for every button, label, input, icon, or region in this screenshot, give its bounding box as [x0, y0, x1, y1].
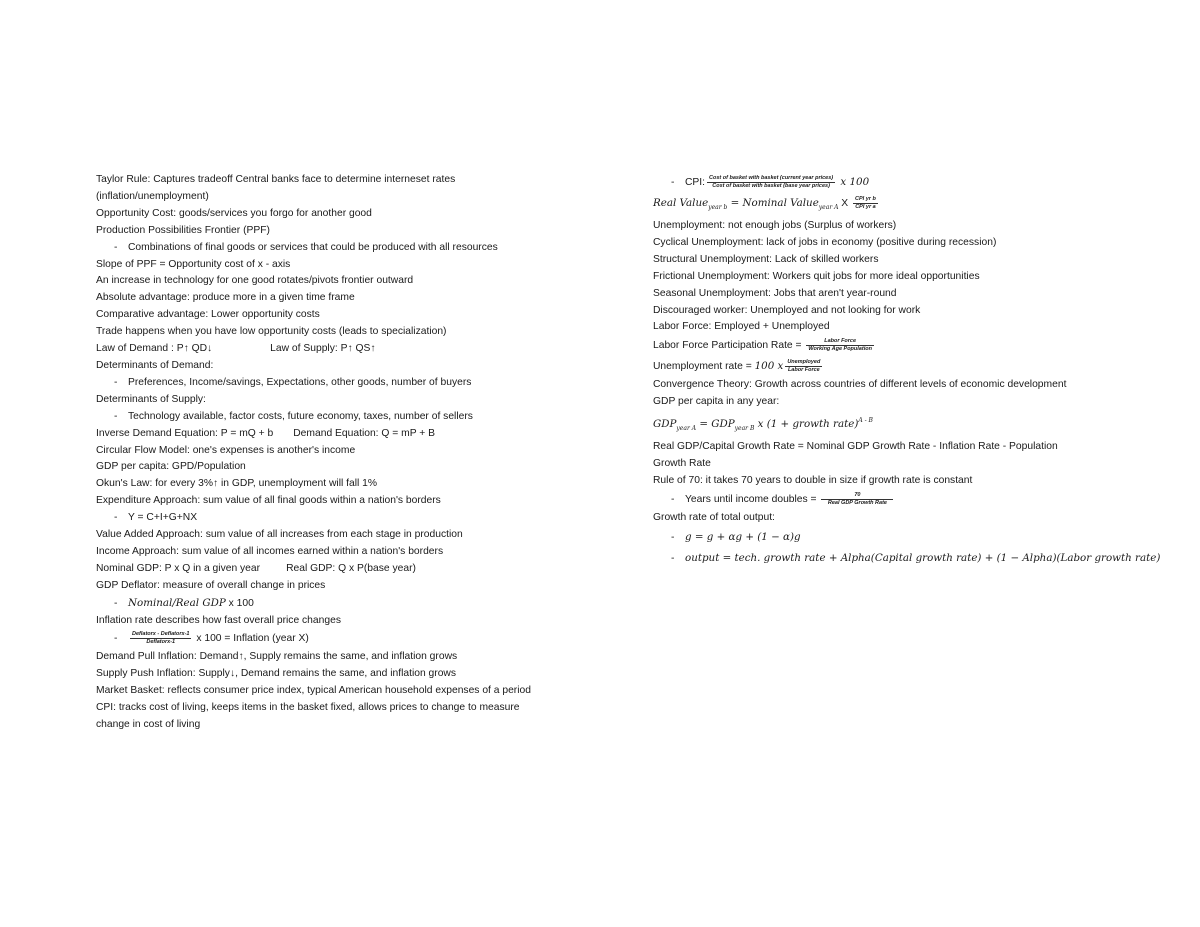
urate-denominator: Labor Force [787, 367, 820, 374]
demand-pull: Demand Pull Inflation: Demand↑, Supply remains the same, and inflation grows [96, 651, 458, 663]
bullet-dash: - [114, 633, 118, 645]
cpi-label: CPI: [685, 177, 706, 188]
supply-push: Supply Push Inflation: Supply↓, Demand remains the same, and inflation grows [96, 668, 457, 680]
demand-equation: Demand Equation: Q = mP + B [293, 427, 436, 439]
nominal-gdp: Nominal GDP: P x Q in a given year [96, 562, 261, 574]
ppf-bullet-text: Combinations of final goods or services that could be produced with all resources [128, 241, 498, 253]
gdp-deflator: GDP Deflator: measure of overall change in prices [96, 579, 326, 591]
nominal-real-gdp [96, 561, 576, 578]
rule-of-70: Rule of 70: it takes 70 years to double in size if growth rate is constant [653, 474, 973, 486]
determinants-supply-bullet [96, 409, 576, 426]
lfpr-formula [653, 336, 1153, 356]
labor-force: Labor Force: Employed + Unemployed [653, 321, 830, 333]
determinants-demand-bullet [96, 375, 576, 392]
deflator-bullet [96, 595, 576, 613]
seasonal-unemployment: Seasonal Unemployment: Jobs that aren't year-round [653, 287, 897, 299]
nominal-value: Nominal Value [742, 197, 819, 209]
taylor-rule-cont: (inflation/unemployment) [96, 190, 209, 202]
ppf-slope: Slope of PPF = Opportunity cost of x - axis [96, 258, 291, 270]
gdp-mid-sub: year B [734, 425, 755, 433]
urate-fraction [785, 359, 822, 374]
real-value-sub: year b [708, 204, 728, 211]
inflation-numerator: Deflatorx - Deflatorx-1 [132, 631, 190, 638]
bullet-dash: - [114, 410, 118, 422]
trade: Trade happens when you have low opportunity costs (leads to specialization) [96, 326, 447, 338]
ppf: Production Possibilities Frontier (PPF) [96, 224, 270, 236]
unemployment-rate-formula [653, 356, 1153, 377]
output-equation [653, 548, 1161, 569]
bullet-dash: - [114, 597, 118, 609]
real-gdp-growth-cont: Growth Rate [653, 458, 711, 470]
cyclical-unemployment: Cyclical Unemployment: lack of jobs in economy (positive during recession) [653, 236, 997, 248]
expenditure-bullet [96, 510, 576, 527]
gdp-per-capita: GDP per capita: GPD/Population [96, 461, 246, 473]
cpi-formula [653, 172, 1153, 193]
market-basket: Market Basket: reflects consumer price index, typical American household expenses of a period [96, 685, 531, 697]
real-value-denominator: CPI yr a [855, 203, 876, 210]
inflation-rest: x 100 = Inflation (year X) [193, 633, 309, 645]
gdp-any-year: GDP per capita in any year: [653, 396, 780, 408]
lfpr-denominator: Working Age Population [808, 346, 872, 353]
inflation-denominator: Deflatorx-1 [146, 639, 176, 646]
left-column [96, 172, 576, 734]
years-label: Years until income doubles = [685, 493, 820, 505]
growth-eq-g: g [685, 530, 692, 543]
bullet-dash: - [671, 177, 675, 188]
cpi-denominator: Cost of basket with basket (base year prices) [712, 182, 830, 189]
cpi: CPI: tracks cost of living, keeps items in the basket fixed, allows prices to change to measure [96, 702, 520, 714]
growth-total-output: Growth rate of total output: [653, 511, 775, 523]
years-denominator: Real GDP Growth Rate [827, 499, 887, 506]
demand-equations [96, 426, 576, 443]
law-of-demand: Law of Demand : P↑ QD↓ [96, 343, 213, 355]
growth-equation [653, 527, 1153, 548]
law-of-demand-supply [96, 341, 576, 358]
gdp-mid: = GDP [696, 418, 735, 431]
taylor-rule: Taylor Rule: Captures tradeoff Central banks face to determine interneset rates [96, 174, 456, 185]
circular-flow: Circular Flow Model: one's expenses is another's income [96, 444, 356, 456]
gdp-formula [653, 411, 1153, 439]
inflation-rate: Inflation rate describes how fast overall price changes [96, 614, 341, 626]
income-approach: Income Approach: sum value of all incomes earned within a nation's borders [96, 545, 444, 557]
determinants-supply: Determinants of Supply: [96, 393, 206, 405]
real-gdp-growth: Real GDP/Capital Growth Rate = Nominal GDP Growth Rate - Inflation Rate - Population [653, 441, 1058, 453]
inflation-fraction [130, 631, 191, 646]
expenditure-formula: Y = C+I+G+NX [128, 512, 198, 524]
output-eq-text: output = tech. growth rate + Alpha(Capital growth rate) + (1 − Alpha)(Labor growth rate) [685, 551, 1161, 564]
lfpr-fraction [806, 338, 874, 353]
cpi-cont: change in cost of living [96, 719, 201, 731]
real-value-formula: Real Value$_{year b}$ = Nominal Value$_{year A}$ X $\frac{\text{CPI yr b}}{\text{CPI yr a}}$ [653, 195, 876, 211]
growth-eq-text: = g + αg + (1 − α)g [691, 530, 801, 543]
real-value: Real Value [653, 197, 709, 209]
gdp-left: GDP [653, 418, 677, 431]
value-added-approach: Value Added Approach: sum value of all increases from each stage in production [96, 529, 463, 541]
urate-math: 100 x [754, 360, 784, 373]
years-double-formula [653, 490, 1153, 510]
comparative-advantage: Comparative advantage: Lower opportunity costs [96, 309, 320, 321]
law-of-supply: Law of Supply: P↑ QS↑ [270, 343, 376, 355]
deflator-times: x 100 [225, 597, 254, 609]
right-column [653, 172, 1161, 569]
determinants-supply-text: Technology available, factor costs, future economy, taxes, number of sellers [128, 410, 473, 422]
nominal-value-sub: year A [818, 204, 839, 211]
bullet-dash: - [671, 531, 675, 543]
lfpr-label: Labor Force Participation Rate = [653, 340, 805, 352]
bullet-dash: - [671, 493, 675, 505]
deflator-formula: Nominal/Real GDP [128, 596, 226, 609]
bullet-dash: - [671, 552, 675, 564]
bullet-dash: - [114, 376, 118, 388]
technology-increase: An increase in technology for one good rotates/pivots frontier outward [96, 275, 414, 287]
discouraged-worker: Discouraged worker: Unemployed and not looking for work [653, 304, 921, 316]
real-value-fraction [853, 196, 878, 211]
real-value-numerator: CPI yr b [855, 195, 876, 202]
real-gdp: Real GDP: Q x P(base year) [286, 562, 416, 574]
inverse-demand-equation: Inverse Demand Equation: P = mQ + b [96, 427, 274, 439]
determinants-demand-text: Preferences, Income/savings, Expectations, other goods, number of buyers [128, 376, 472, 388]
bullet-dash: - [114, 241, 118, 253]
okuns-law: Okun's Law: for every 3%↑ in GDP, unemployment will fall 1% [96, 478, 378, 490]
unemployment: Unemployment: not enough jobs (Surplus of workers) [653, 220, 897, 231]
gdp-left-sub: year A [676, 425, 697, 433]
years-numerator: 70 [821, 492, 893, 500]
urate-label: Unemployment rate = [653, 361, 755, 373]
years-fraction [821, 492, 893, 507]
frictional-unemployment: Frictional Unemployment: Workers quit jobs for more ideal opportunities [653, 270, 980, 282]
cpi-numerator: Cost of basket with basket (current year prices) [709, 174, 834, 181]
cpi-fraction [707, 175, 835, 190]
expenditure-approach: Expenditure Approach: sum value of all final goods within a nation's borders [96, 495, 441, 507]
gdp-sup: A - B [858, 417, 873, 425]
urate-numerator: Unemployed [787, 359, 821, 366]
structural-unemployment: Structural Unemployment: Lack of skilled workers [653, 253, 879, 265]
absolute-advantage: Absolute advantage: produce more in a given time frame [96, 292, 355, 304]
determinants-demand: Determinants of Demand: [96, 359, 214, 371]
ppf-bullet [96, 240, 576, 257]
inflation-bullet [96, 629, 576, 649]
opportunity-cost: Opportunity Cost: goods/services you forgo for another good [96, 207, 372, 219]
gdp-right: x (1 + growth rate) [754, 418, 859, 431]
bullet-dash: - [114, 512, 118, 524]
lfpr-numerator: Labor Force [806, 338, 874, 346]
cpi-times: x 100 [837, 176, 870, 188]
convergence-theory: Convergence Theory: Growth across countries of different levels of economic development [653, 379, 1067, 391]
